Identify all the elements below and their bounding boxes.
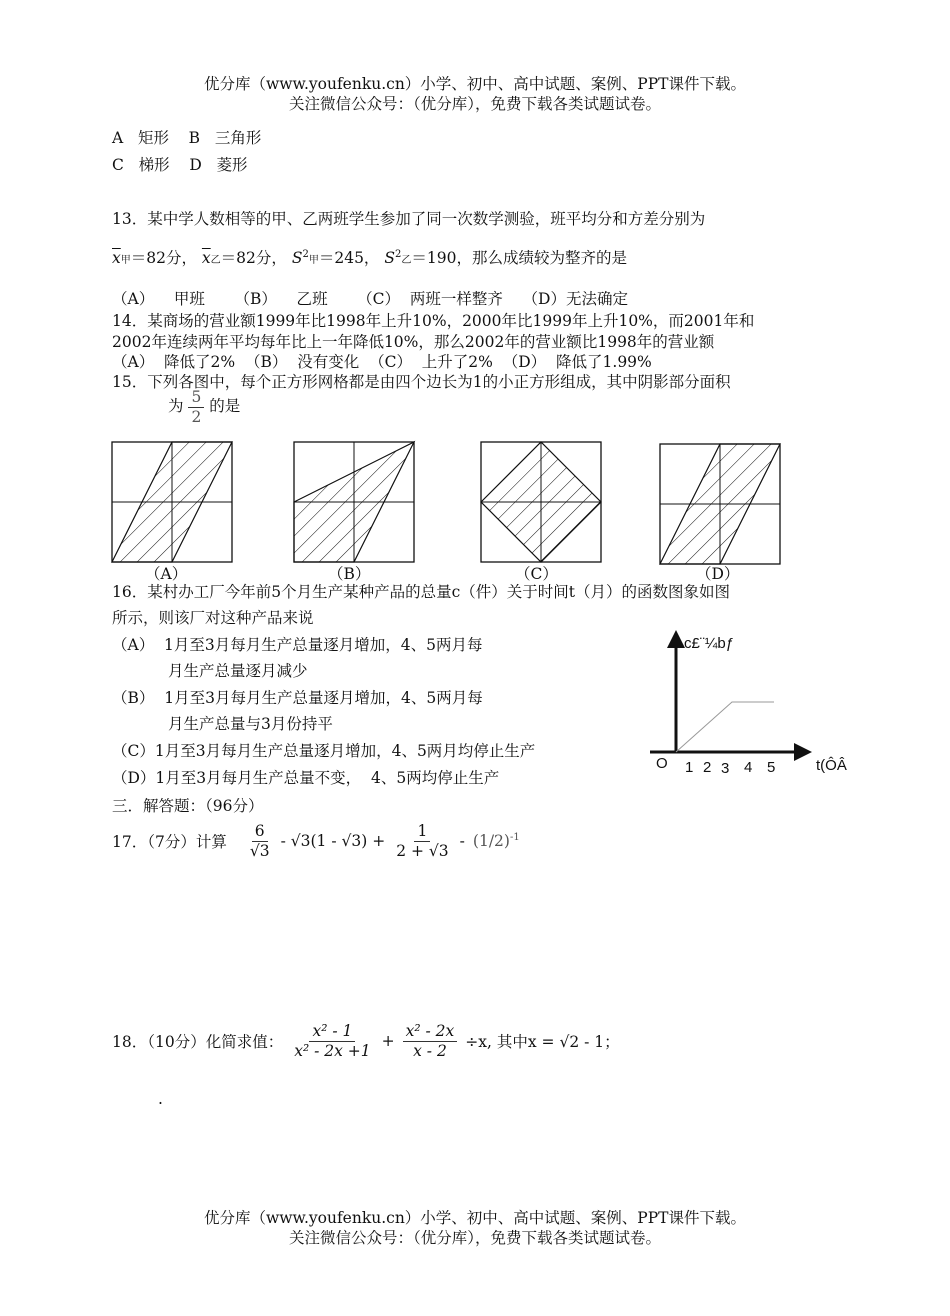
q13-stem: 13．某中学人数相等的甲、乙两班学生参加了同一次数学测验，班平均分和方差分别为 [112, 210, 706, 228]
q15-fraction: $\frac{5}{2}$ [188, 388, 204, 426]
header-line-1: 优分库（www.youfenku.cn）小学、初中、高中试题、案例、PPT课件下载。 [203, 75, 747, 93]
q15-line-2: 为 $\frac{5}{2}$ 的是 [168, 388, 241, 426]
figure-c [477, 438, 607, 566]
graph-y-label: c£¨¼bƒ [684, 635, 735, 652]
q16-option-a-2: 月生产总量逐月减少 [168, 662, 308, 680]
figure-a [108, 438, 238, 566]
graph-origin-label: O [656, 755, 668, 772]
graph-tick-2: 2 [703, 759, 712, 776]
graph-tick-3: 3 [721, 760, 730, 777]
figure-b [290, 438, 420, 566]
q16-line-2: 所示，则该厂对这种产品来说 [112, 609, 314, 627]
q17-expression: 17．（7分）计算 $\frac{6}{√3}$ - √3(1 - √3) + $\frac{1}{2 + √3}$ - $(1/2)^{-1}$ [112, 822, 520, 860]
q15-line-1: 15．下列各图中，每个正方形网格都是由四个边长为1的小正方形组成，其中阴影部分面积 [112, 373, 731, 391]
q13-stats: $\overline{x}$甲＝82分， $\overline{x}$乙＝82分， $S^2$甲＝245， $S^2$乙＝190，那么成绩较为整齐的是 [112, 248, 627, 267]
q12-options-row-1: A 矩形 B 三角形 [112, 129, 262, 147]
q13-options: （A） 甲班 （B） 乙班 （C） 两班一样整齐 （D）无法确定 [112, 290, 628, 308]
q14-options: （A） 降低了2% （B） 没有变化 （C） 上升了2% （D） 降低了1.99% [112, 353, 652, 371]
q16-option-d: （D）1月至3月每月生产总量不变， 4、5两均停止生产 [112, 769, 500, 787]
figure-b-label: （B） [328, 565, 371, 583]
graph-x-label: t(ÔÂ [816, 757, 847, 774]
figure-c-label: （C） [515, 565, 558, 583]
figure-d [656, 440, 786, 568]
q14-line-1: 14．某商场的营业额1999年比1998年上升10%，2000年比1999年上升10%，而2001年和 [112, 312, 755, 330]
graph-tick-4: 4 [744, 759, 753, 776]
q16-option-c: （C）1月至3月每月生产总量逐月增加，4、5两月均停止生产 [112, 742, 536, 760]
q12-options-row-2: C 梯形 D 菱形 [112, 156, 248, 174]
q16-option-b-2: 月生产总量与3月份持平 [168, 715, 333, 733]
figure-a-label: （A） [145, 565, 188, 583]
section-3-heading: 三．解答题：（96分） [112, 797, 264, 815]
q16-graph [640, 622, 870, 782]
q16-line-1: 16．某村办工厂今年前5个月生产某种产品的总量c（件）关于时间t（月）的函数图象如图 [112, 583, 730, 601]
graph-tick-5: 5 [767, 759, 776, 776]
footer-line-2: 关注微信公众号：（优分库），免费下载各类试题试卷。 [288, 1229, 661, 1247]
footer-line-1: 优分库（www.youfenku.cn）小学、初中、高中试题、案例、PPT课件下载。 [203, 1209, 747, 1227]
q14-line-2: 2002年连续两年平均每年比上一年降低10%，那么2002年的营业额比1998年的营业额 [112, 333, 715, 351]
figure-d-label: （D） [696, 565, 740, 583]
q18-dot: . [158, 1090, 163, 1108]
header-line-2: 关注微信公众号：（优分库），免费下载各类试题试卷。 [288, 95, 661, 113]
q18-expression: 18．（10分）化简求值： $\frac{\text{x² - 1}}{\text{x² - 2x +1}}$ + $\frac{\text{x² - 2x}}{x - 2}$ ÷x, 其中x = √2 - 1； [112, 1022, 620, 1060]
graph-tick-1: 1 [685, 759, 694, 776]
q16-option-b-1: （B） 1月至3月每月生产总量逐月增加，4、5两月每 [112, 689, 483, 707]
q16-option-a-1: （A） 1月至3月每月生产总量逐月增加，4、5两月每 [112, 636, 483, 654]
